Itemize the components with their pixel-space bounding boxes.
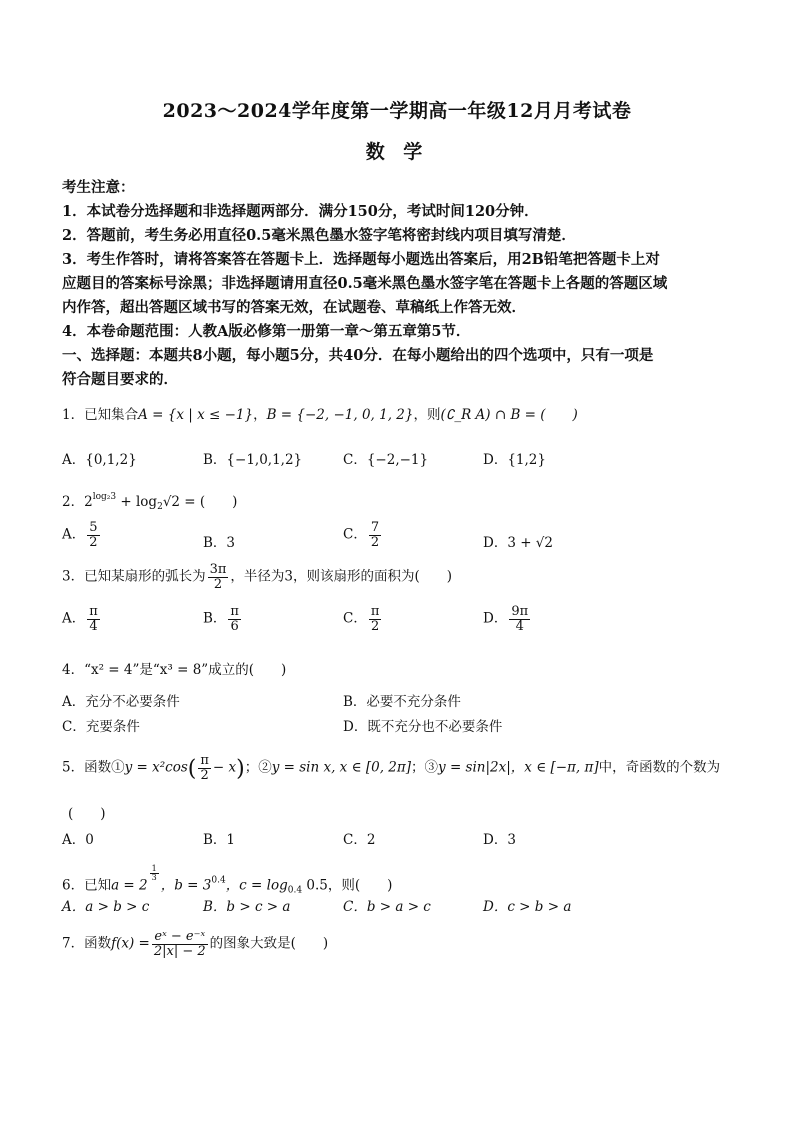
q7-num: eˣ − e⁻ˣ [154, 929, 206, 944]
q5-close-paren: ) [236, 756, 245, 782]
q5-f1-den: 2 [198, 768, 211, 783]
q7-pre: 7．函数 [62, 935, 112, 952]
q5-pre: 5．函数① [62, 759, 125, 776]
q2-radical: √2 [162, 494, 181, 510]
q5-func-2: y = sin x, x ∈ [0, 2π] [271, 759, 412, 776]
q1-option-a[interactable]: A．{0,1,2} [62, 452, 137, 468]
q7-func: f(x) = [111, 935, 150, 952]
q5-f1-num: π [200, 753, 209, 768]
q6-option-a[interactable]: A．a > b > c [62, 899, 150, 915]
q3-a-label: A． [62, 610, 86, 627]
q7-den: 2|x| − 2 [153, 943, 206, 959]
note-2: 2．答题前，考生务必用直径0.5毫米黑色墨水签字笔将密封线内项目填写清楚． [62, 227, 576, 244]
q5-option-b[interactable]: B．1 [203, 832, 236, 848]
q6-pre: 6．已知 [62, 877, 112, 894]
q3-d-fraction [509, 605, 530, 633]
q1-mid: ， [253, 407, 267, 423]
q5-paren: ( ) [68, 806, 106, 822]
q1-pre: 1．已知集合 [62, 407, 139, 423]
q4-option-c[interactable]: C．充要条件 [62, 719, 140, 735]
question-4: 4．“x² = 4”是“x³ = 8”成立的( ) [62, 662, 287, 678]
q3-b-label: B． [203, 610, 227, 627]
question-7 [62, 930, 738, 958]
q4-option-a[interactable]: A．充分不必要条件 [62, 694, 180, 710]
q5-option-d[interactable]: D．3 [483, 832, 516, 848]
q1-option-b[interactable]: B．{−1,0,1,2} [203, 452, 303, 468]
q2-option-d[interactable]: D．3 + √2 [483, 535, 553, 551]
q2-a-label: A． [62, 526, 86, 543]
q1-expr: (∁_R A) ∩ B = ( ) [440, 407, 578, 423]
exam-title: 2023～2024学年度第一学期高一年级12月月考试卷 [162, 100, 632, 122]
q6-c-tail: 0.5，则( ) [302, 877, 393, 894]
q6-c-base: 0.4 [287, 885, 303, 896]
q1-option-d[interactable]: D．{1,2} [483, 452, 546, 468]
q3-option-b[interactable] [203, 605, 243, 633]
q3-arc-num: 3π [209, 562, 227, 577]
q3-option-a[interactable] [62, 605, 102, 633]
question-3 [62, 563, 738, 591]
q1-set-b: B = {−2, −1, 0, 1, 2} [266, 407, 414, 423]
q6-c: ，c = log [225, 877, 288, 894]
q7-tail: 的图象大致是( ) [209, 935, 329, 952]
q5-option-c[interactable]: C．2 [343, 832, 376, 848]
q4-option-b[interactable]: B．必要不充分条件 [343, 694, 461, 710]
q3-pre: 3．已知某扇形的弧长为 [62, 568, 206, 585]
q2-log-base: 2 [157, 502, 163, 512]
q3-c-den: 2 [369, 619, 382, 634]
q3-a-fraction [87, 605, 100, 633]
q6-b-exponent: 0.4 [211, 875, 226, 886]
q2-pre: 2． [62, 494, 85, 510]
q2-a-den: 2 [89, 534, 98, 550]
q2-option-c[interactable] [343, 521, 383, 549]
q3-a-num: π [89, 604, 98, 619]
q3-arc-fraction [208, 563, 229, 591]
q3-b-num: π [230, 604, 239, 619]
q2-base: 2 [84, 494, 93, 510]
q5-mid2: ；③ [411, 759, 439, 776]
note-4: 4．本卷命题范围：人教A版必修第一册第一章～第五章第5节． [62, 323, 471, 340]
q5-f1-tail: − x [212, 759, 237, 776]
q2-option-b[interactable]: B．3 [203, 535, 236, 551]
q2-c-label: C． [343, 526, 367, 543]
question-2 [62, 490, 738, 512]
section-heading-1: 一、选择题：本题共8小题，每小题5分，共40分．在每小题给出的四个选项中，只有一项是 [62, 347, 654, 364]
q3-a-den: 4 [87, 619, 100, 634]
section-heading-2: 符合题目要求的． [62, 371, 178, 388]
q6-b: ，b = 3 [160, 877, 212, 894]
note-3c: 内作答，超出答题区域书写的答案无效，在试题卷、草稿纸上作答无效． [62, 299, 526, 316]
q2-a-fraction [87, 521, 99, 549]
note-1: 1．本试卷分选择题和非选择题两部分．满分150分，考试时间120分钟． [62, 203, 539, 220]
q6-a-exponent [150, 865, 159, 883]
q7-fraction [152, 930, 208, 958]
q5-tail: 中，奇函数的个数为 [598, 759, 721, 776]
question-1 [62, 403, 738, 423]
question-5 [62, 754, 738, 782]
q4-option-d[interactable]: D．既不充分也不必要条件 [343, 719, 503, 735]
q1-tail: ，则 [413, 407, 441, 423]
q2-c-fraction [369, 521, 381, 549]
q3-option-d[interactable] [483, 605, 532, 633]
q5-open-paren: ( [187, 756, 197, 782]
q2-c-den: 2 [370, 534, 380, 550]
q1-option-c[interactable]: C．{−2,−1} [343, 452, 429, 468]
q3-d-num: 9π [511, 604, 529, 619]
q6-option-d[interactable]: D．c > b > a [483, 899, 572, 915]
q3-b-den: 6 [228, 619, 241, 634]
q3-tail: ，半径为3，则该扇形的面积为( ) [230, 568, 453, 585]
q3-d-label: D． [483, 610, 508, 627]
q6-option-c[interactable]: C．b > a > c [343, 899, 431, 915]
q5-option-a[interactable]: A．0 [62, 832, 94, 848]
q3-option-c[interactable] [343, 605, 383, 633]
q3-b-fraction [228, 605, 241, 633]
q2-a-num: 5 [89, 520, 98, 535]
q5-func-1: y = x²cos [124, 759, 188, 776]
notes-heading: 考生注意： [62, 179, 135, 196]
note-3a: 3．考生作答时，请将答案答在答题卡上．选择题每小题选出答案后，用2B铅笔把答题卡上对 [62, 251, 660, 268]
q3-c-fraction [369, 605, 382, 633]
q3-c-num: π [370, 604, 380, 619]
q6-a-exp-den: 3 [151, 873, 157, 883]
q1-set-a: A = {x | x ≤ −1} [138, 407, 254, 423]
q2-option-a[interactable] [62, 521, 102, 549]
q3-d-den: 4 [509, 619, 530, 634]
q2-tail: = ( ) [180, 494, 238, 510]
note-3b: 应题目的答案标号涂黑；非选择题请用直径0.5毫米黑色墨水签字笔在答题卡上各题的答题区域 [62, 275, 668, 292]
q2-exponent: log₂3 [92, 492, 117, 502]
q6-a: a = 2 [111, 877, 148, 894]
q5-f1-fraction [198, 754, 211, 782]
q2-log: + log [116, 494, 158, 510]
question-6 [62, 865, 738, 895]
q6-a-exp-num: 1 [151, 864, 157, 873]
q6-option-b[interactable]: B．b > c > a [203, 899, 291, 915]
q5-mid: ；② [244, 759, 272, 776]
q3-c-label: C． [343, 610, 367, 627]
q5-func-3: y = sin|2x|，x ∈ [−π, π] [438, 759, 599, 776]
q3-arc-den: 2 [208, 577, 229, 592]
exam-subject: 数 学 [365, 141, 429, 163]
q2-c-num: 7 [370, 520, 380, 535]
